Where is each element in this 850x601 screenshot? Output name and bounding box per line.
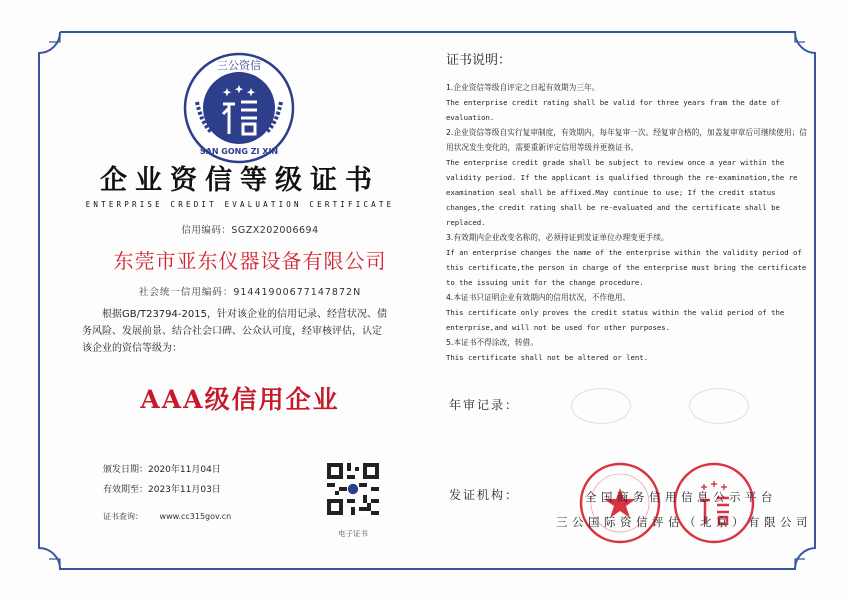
- issuer-label: 发证机构：: [449, 488, 520, 502]
- certificate-query: [103, 511, 231, 522]
- svg-text:SAN GONG ZI XIN: SAN GONG ZI XIN: [199, 147, 279, 156]
- qr-label: 电子证书: [338, 529, 368, 538]
- issuer-platform: 全国商务信用信息公示平台: [585, 490, 777, 504]
- review-stamp-placeholder: [571, 388, 631, 424]
- qr-code[interactable]: [327, 463, 379, 515]
- certificate-title: 企业资信等级证书: [100, 165, 380, 196]
- certificate-notes: [446, 80, 808, 365]
- company-name: 东莞市亚东仪器设备有限公司: [113, 249, 387, 273]
- valid-until: 有效期至：2023年11月03日: [103, 485, 221, 495]
- sangong-logo: [183, 52, 295, 164]
- issue-date: 颁发日期：2020年11月04日: [103, 465, 221, 475]
- note-zh: 3.有效期内企业改变名称的，必须持证到发证单位办理变更手续。: [446, 233, 669, 242]
- credit-grade: AAA级信用企业: [140, 385, 340, 414]
- svg-text:三公资信: 三公资信: [217, 59, 261, 72]
- unified-social-credit-code: 社会统一信用编码：91441900677147872N: [138, 287, 362, 298]
- credit-code: 信用编码：SGZX202006694: [181, 225, 319, 236]
- note-en: The enterprise credit grade shall be subject to review once a year within the validity period. If the applicant is qualified through the re-examination,the re examination seal shall be affixed.May continue to use; If the credit status changes,the credit rating shall be re-evaluated and the certificate shall be replaced.: [446, 158, 798, 227]
- rating-statement: 根据GB/T23794-2015，针对该企业的信用记录、经营状况、债务风险、发展前景、结合社会口碑、公众认可度，经审核评估，认定该企业的资信等级为：: [82, 309, 387, 354]
- note-zh: 4.本证书只证明企业有效期内的信用状况，不作他用。: [446, 293, 631, 302]
- note-en: This certificate only proves the credit status within the valid period of the enterprise,and will not be used for other purposes.: [446, 308, 785, 332]
- note-en: This certificate shall not be altered or lent.: [446, 353, 649, 362]
- note-zh: 2.企业资信等级自实行复审制度，有效期内，每年复审一次。经复审合格的，加盖复审章后可继续使用；信用状况发生变化的，需要重新评定信用等级并更换证书。: [446, 128, 807, 152]
- issuer-company: 三公国际资信评估（北京）有限公司: [556, 515, 812, 529]
- query-label: 证书查询：: [103, 512, 143, 521]
- review-stamp-placeholder: [689, 388, 749, 424]
- note-en: If an enterprise changes the name of the enterprise within the validity period of this certificate,the person in charge of the enterprise must bring the certificate to the issuing unit for the change procedure.: [446, 248, 807, 287]
- notes-title: 证书说明：: [446, 53, 512, 68]
- query-url[interactable]: www.cc315gov.cn: [159, 512, 232, 521]
- note-zh: 1.企业资信等级自评定之日起有效期为三年。: [446, 83, 600, 92]
- certificate-subtitle: ENTERPRISE CREDIT EVALUATION CERTIFICATE: [85, 200, 395, 209]
- note-zh: 5.本证书不得涂改，转借。: [446, 338, 538, 347]
- annual-review-label: 年审记录：: [449, 398, 520, 412]
- note-en: The enterprise credit rating shall be valid for three years fram the date of evaluation.: [446, 98, 780, 122]
